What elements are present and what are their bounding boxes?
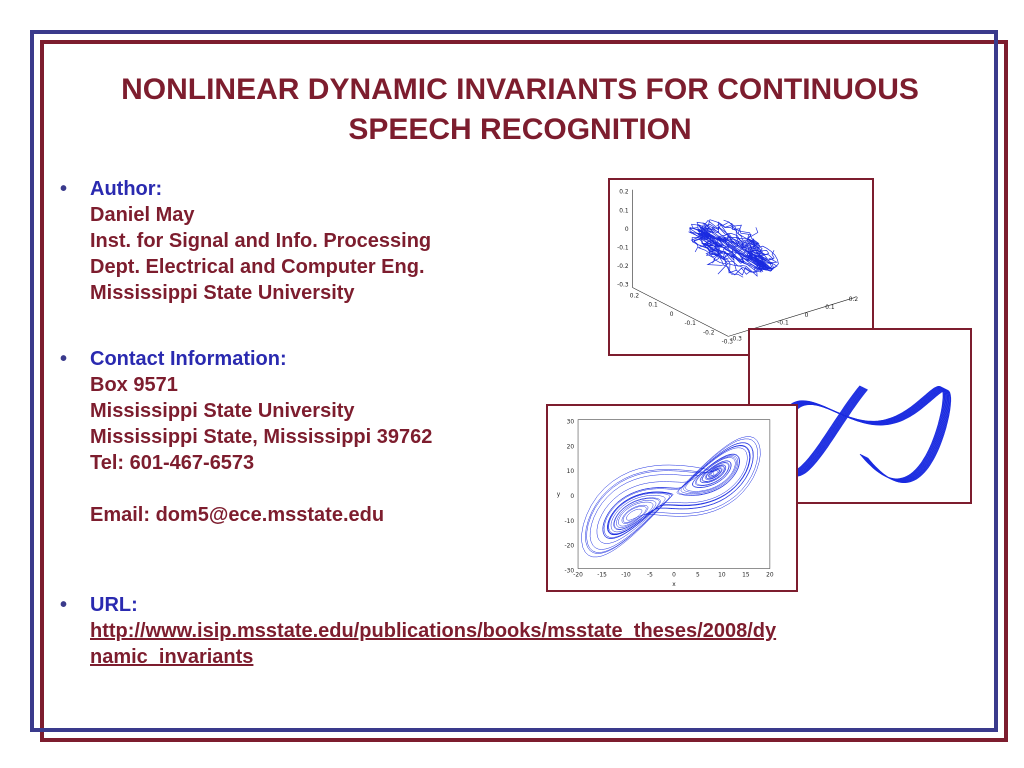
tick-label: 0: [669, 311, 674, 318]
contact-line: Mississippi State University: [90, 400, 355, 422]
tick-label: 0.1: [648, 302, 658, 309]
author-line: Mississippi State University: [90, 282, 355, 304]
bullet-icon: •: [60, 594, 68, 616]
trajectory-path: [582, 437, 761, 557]
tick-label: 10: [566, 469, 575, 476]
author-line: Dept. Electrical and Computer Eng.: [90, 256, 425, 278]
url-link-line-2[interactable]: namic_invariants: [90, 646, 254, 668]
tick-label: 5: [696, 572, 700, 579]
tick-label: -0.3: [721, 339, 734, 346]
url-heading: URL:: [90, 594, 138, 616]
tick-label: 15: [742, 572, 750, 579]
tick-label: 10: [718, 572, 726, 579]
author-line: Daniel May: [90, 204, 195, 226]
x-axis-label: x: [672, 582, 676, 589]
tick-label: -0.1: [777, 320, 789, 327]
tick-label: 0: [624, 226, 629, 233]
tick-label: 0: [804, 312, 809, 319]
tick-label: -5: [647, 572, 653, 579]
tick-label: -30: [564, 568, 575, 575]
tick-label: -10: [621, 572, 631, 579]
tick-label: -0.2: [617, 263, 629, 270]
tick-label: -0.2: [703, 330, 715, 337]
tick-label: -0.1: [684, 321, 696, 328]
tick-label: 0: [672, 572, 676, 579]
tick-label: 0.1: [825, 305, 835, 312]
trajectory-lorenz: [582, 437, 761, 557]
contact-heading: Contact Information:: [90, 348, 287, 370]
tick-label: 0.2: [629, 293, 640, 300]
lorenz-plot-svg: [548, 406, 796, 590]
tick-label: -20: [573, 572, 583, 579]
url-link-line-1[interactable]: http://www.isip.msstate.edu/publications/books/msstate_theses/2008/dy: [90, 620, 777, 642]
slide-title: [50, 70, 990, 150]
bullet-icon: •: [60, 348, 68, 370]
tick-label: 0.2: [848, 297, 859, 304]
contact-line: Tel: 601-467-6573: [90, 452, 255, 474]
author-line: Inst. for Signal and Info. Processing: [90, 230, 432, 252]
tick-label: 0: [570, 494, 575, 500]
author-heading: Author:: [90, 178, 163, 200]
trajectory-attractor: [777, 386, 951, 483]
spacer: [90, 476, 432, 502]
tick-label: -0.1: [617, 245, 629, 252]
tick-label: -0.3: [730, 336, 742, 343]
tick-label: -20: [564, 543, 575, 550]
tick-label: -0.3: [617, 282, 629, 289]
tick-label: -10: [564, 518, 575, 525]
title-line-1: NONLINEAR DYNAMIC INVARIANTS FOR CONTINUOUS: [121, 73, 919, 106]
trajectory-3d: [689, 220, 779, 278]
tick-label: 20: [566, 444, 575, 451]
tick-label: 20: [766, 572, 774, 579]
lorenz-plot: [546, 404, 798, 592]
title-line-2: SPEECH RECOGNITION: [348, 113, 692, 146]
y-axis-label: y: [556, 492, 561, 499]
tick-label: 0.1: [619, 208, 629, 215]
contact-line: Mississippi State, Mississippi 39762: [90, 426, 433, 448]
bullet-icon: •: [60, 178, 68, 200]
tick-label: 0.2: [619, 189, 629, 196]
contact-email[interactable]: Email: dom5@ece.msstate.edu: [90, 504, 385, 526]
tick-label: -15: [597, 572, 607, 579]
tick-label: 30: [566, 419, 575, 426]
contact-line: Box 9571: [90, 374, 178, 396]
